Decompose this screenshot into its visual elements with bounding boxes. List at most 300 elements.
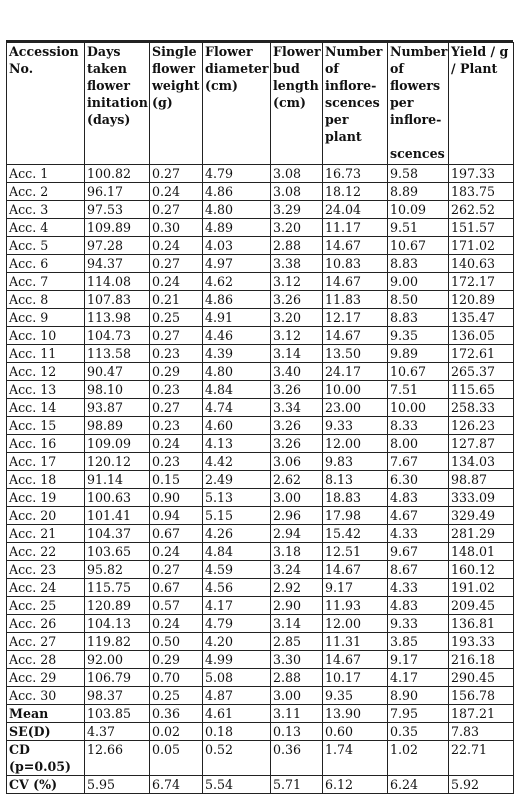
value-cell: 8.90 (388, 687, 449, 705)
value-cell: 17.98 (323, 507, 388, 525)
table-row (7, 489, 514, 507)
table-row (7, 453, 514, 471)
value-cell: 0.70 (150, 669, 203, 687)
value-cell: 258.33 (449, 399, 514, 417)
value-cell: 2.90 (271, 597, 323, 615)
value-cell: 3.20 (271, 309, 323, 327)
value-cell: 14.67 (323, 237, 388, 255)
accession-cell: Acc. 4 (7, 219, 85, 237)
value-cell: 11.93 (323, 597, 388, 615)
value-cell: 109.09 (85, 435, 150, 453)
value-cell: 97.28 (85, 237, 150, 255)
summary-value: 3.11 (271, 705, 323, 723)
value-cell: 0.23 (150, 453, 203, 471)
value-cell: 3.08 (271, 183, 323, 201)
value-cell: 2.92 (271, 579, 323, 597)
value-cell: 7.51 (388, 381, 449, 399)
value-cell: 0.23 (150, 381, 203, 399)
value-cell: 0.67 (150, 525, 203, 543)
value-cell: 197.33 (449, 165, 514, 183)
accession-cell: Acc. 18 (7, 471, 85, 489)
value-cell: 4.87 (203, 687, 271, 705)
value-cell: 136.81 (449, 615, 514, 633)
summary-value: 187.21 (449, 705, 514, 723)
table-row (7, 579, 514, 597)
value-cell: 11.83 (323, 291, 388, 309)
value-cell: 18.83 (323, 489, 388, 507)
value-cell: 13.50 (323, 345, 388, 363)
value-cell: 8.00 (388, 435, 449, 453)
value-cell: 98.10 (85, 381, 150, 399)
value-cell: 127.87 (449, 435, 514, 453)
value-cell: 281.29 (449, 525, 514, 543)
value-cell: 98.87 (449, 471, 514, 489)
value-cell: 3.38 (271, 255, 323, 273)
accession-cell: Acc. 28 (7, 651, 85, 669)
value-cell: 8.89 (388, 183, 449, 201)
table-row (7, 363, 514, 381)
value-cell: 104.73 (85, 327, 150, 345)
summary-value: 103.85 (85, 705, 150, 723)
value-cell: 172.61 (449, 345, 514, 363)
value-cell: 172.17 (449, 273, 514, 291)
value-cell: 0.27 (150, 165, 203, 183)
value-cell: 0.67 (150, 579, 203, 597)
summary-value: 5.71 (271, 776, 323, 794)
value-cell: 0.94 (150, 507, 203, 525)
value-cell: 191.02 (449, 579, 514, 597)
summary-value: 5.54 (203, 776, 271, 794)
value-cell: 3.00 (271, 489, 323, 507)
value-cell: 10.17 (323, 669, 388, 687)
accession-cell: Acc. 23 (7, 561, 85, 579)
summary-value: 1.74 (323, 741, 388, 776)
value-cell: 2.49 (203, 471, 271, 489)
table-row (7, 507, 514, 525)
value-cell: 8.33 (388, 417, 449, 435)
value-cell: 8.67 (388, 561, 449, 579)
value-cell: 113.58 (85, 345, 150, 363)
value-cell: 12.17 (323, 309, 388, 327)
value-cell: 126.23 (449, 417, 514, 435)
accession-cell: Acc. 12 (7, 363, 85, 381)
value-cell: 171.02 (449, 237, 514, 255)
value-cell: 3.12 (271, 273, 323, 291)
value-cell: 134.03 (449, 453, 514, 471)
value-cell: 0.57 (150, 597, 203, 615)
summary-label: SE(D) (7, 723, 85, 741)
value-cell: 4.33 (388, 579, 449, 597)
value-cell: 0.29 (150, 363, 203, 381)
value-cell: 16.73 (323, 165, 388, 183)
value-cell: 0.30 (150, 219, 203, 237)
value-cell: 4.17 (203, 597, 271, 615)
value-cell: 183.75 (449, 183, 514, 201)
summary-value: 0.36 (150, 705, 203, 723)
accession-cell: Acc. 26 (7, 615, 85, 633)
value-cell: 8.83 (388, 255, 449, 273)
value-cell: 8.83 (388, 309, 449, 327)
value-cell: 0.27 (150, 201, 203, 219)
value-cell: 4.13 (203, 435, 271, 453)
value-cell: 4.84 (203, 543, 271, 561)
summary-label: Mean (7, 705, 85, 723)
accession-cell: Acc. 16 (7, 435, 85, 453)
value-cell: 135.47 (449, 309, 514, 327)
value-cell: 0.24 (150, 273, 203, 291)
summary-value: 5.95 (85, 776, 150, 794)
value-cell: 5.15 (203, 507, 271, 525)
table-row (7, 309, 514, 327)
value-cell: 12.00 (323, 435, 388, 453)
table-row (7, 273, 514, 291)
table-row (7, 201, 514, 219)
value-cell: 262.52 (449, 201, 514, 219)
summary-label: CV (%) (7, 776, 85, 794)
value-cell: 3.26 (271, 435, 323, 453)
table-row (7, 615, 514, 633)
value-cell: 3.20 (271, 219, 323, 237)
accession-cell: Acc. 21 (7, 525, 85, 543)
accession-cell: Acc. 8 (7, 291, 85, 309)
value-cell: 4.79 (203, 615, 271, 633)
summary-value: 7.95 (388, 705, 449, 723)
value-cell: 8.13 (323, 471, 388, 489)
value-cell: 5.13 (203, 489, 271, 507)
value-cell: 93.87 (85, 399, 150, 417)
value-cell: 2.85 (271, 633, 323, 651)
summary-value: 0.36 (271, 741, 323, 776)
value-cell: 216.18 (449, 651, 514, 669)
accession-cell: Acc. 27 (7, 633, 85, 651)
value-cell: 24.04 (323, 201, 388, 219)
summary-value: 6.74 (150, 776, 203, 794)
value-cell: 96.17 (85, 183, 150, 201)
value-cell: 4.80 (203, 201, 271, 219)
table-row (7, 255, 514, 273)
accession-cell: Acc. 17 (7, 453, 85, 471)
summary-value: 0.60 (323, 723, 388, 741)
value-cell: 3.18 (271, 543, 323, 561)
value-cell: 0.24 (150, 615, 203, 633)
summary-value: 0.18 (203, 723, 271, 741)
value-cell: 92.00 (85, 651, 150, 669)
value-cell: 100.82 (85, 165, 150, 183)
value-cell: 10.09 (388, 201, 449, 219)
value-cell: 98.37 (85, 687, 150, 705)
accession-cell: Acc. 1 (7, 165, 85, 183)
summary-row (7, 776, 514, 794)
table-row (7, 471, 514, 489)
value-cell: 0.27 (150, 399, 203, 417)
header-cell: Number of flowers per inflore- scences (388, 43, 449, 165)
summary-value: 13.90 (323, 705, 388, 723)
value-cell: 3.06 (271, 453, 323, 471)
value-cell: 9.33 (323, 417, 388, 435)
summary-value: 0.35 (388, 723, 449, 741)
accession-cell: Acc. 10 (7, 327, 85, 345)
value-cell: 0.23 (150, 417, 203, 435)
accession-cell: Acc. 5 (7, 237, 85, 255)
value-cell: 151.57 (449, 219, 514, 237)
table-row (7, 651, 514, 669)
value-cell: 4.20 (203, 633, 271, 651)
value-cell: 4.89 (203, 219, 271, 237)
value-cell: 0.24 (150, 435, 203, 453)
accession-cell: Acc. 7 (7, 273, 85, 291)
value-cell: 0.50 (150, 633, 203, 651)
value-cell: 120.89 (449, 291, 514, 309)
value-cell: 14.67 (323, 327, 388, 345)
table-row (7, 399, 514, 417)
value-cell: 0.24 (150, 183, 203, 201)
value-cell: 9.35 (388, 327, 449, 345)
accession-cell: Acc. 6 (7, 255, 85, 273)
value-cell: 4.86 (203, 291, 271, 309)
value-cell: 3.08 (271, 165, 323, 183)
value-cell: 0.29 (150, 651, 203, 669)
value-cell: 2.88 (271, 669, 323, 687)
value-cell: 114.08 (85, 273, 150, 291)
value-cell: 4.91 (203, 309, 271, 327)
value-cell: 333.09 (449, 489, 514, 507)
value-cell: 4.86 (203, 183, 271, 201)
value-cell: 90.47 (85, 363, 150, 381)
accession-cell: Acc. 13 (7, 381, 85, 399)
accession-cell: Acc. 29 (7, 669, 85, 687)
summary-value: 0.02 (150, 723, 203, 741)
value-cell: 9.58 (388, 165, 449, 183)
value-cell: 3.24 (271, 561, 323, 579)
accession-cell: Acc. 19 (7, 489, 85, 507)
summary-value: 12.66 (85, 741, 150, 776)
table-header-row (7, 43, 514, 165)
value-cell: 23.00 (323, 399, 388, 417)
value-cell: 94.37 (85, 255, 150, 273)
value-cell: 4.26 (203, 525, 271, 543)
summary-value: 6.24 (388, 776, 449, 794)
header-cell: Accession No. (7, 43, 85, 165)
value-cell: 2.88 (271, 237, 323, 255)
summary-value: 1.02 (388, 741, 449, 776)
value-cell: 0.21 (150, 291, 203, 309)
value-cell: 4.17 (388, 669, 449, 687)
value-cell: 100.63 (85, 489, 150, 507)
value-cell: 265.37 (449, 363, 514, 381)
summary-row (7, 705, 514, 723)
value-cell: 0.25 (150, 309, 203, 327)
table-row (7, 219, 514, 237)
table-row (7, 291, 514, 309)
value-cell: 4.60 (203, 417, 271, 435)
header-cell: Number of inflore- scences per plant (323, 43, 388, 165)
table-row (7, 237, 514, 255)
accession-cell: Acc. 11 (7, 345, 85, 363)
value-cell: 107.83 (85, 291, 150, 309)
table-row (7, 525, 514, 543)
value-cell: 12.00 (323, 615, 388, 633)
summary-value: 6.12 (323, 776, 388, 794)
value-cell: 9.00 (388, 273, 449, 291)
table-row (7, 381, 514, 399)
value-cell: 3.26 (271, 291, 323, 309)
value-cell: 3.00 (271, 687, 323, 705)
value-cell: 119.82 (85, 633, 150, 651)
value-cell: 7.67 (388, 453, 449, 471)
value-cell: 2.96 (271, 507, 323, 525)
table-row (7, 183, 514, 201)
value-cell: 4.42 (203, 453, 271, 471)
accession-cell: Acc. 2 (7, 183, 85, 201)
accession-cell: Acc. 22 (7, 543, 85, 561)
value-cell: 4.03 (203, 237, 271, 255)
value-cell: 4.56 (203, 579, 271, 597)
value-cell: 193.33 (449, 633, 514, 651)
summary-value: 22.71 (449, 741, 514, 776)
data-table (6, 42, 514, 794)
value-cell: 3.29 (271, 201, 323, 219)
value-cell: 8.50 (388, 291, 449, 309)
value-cell: 4.97 (203, 255, 271, 273)
table-row (7, 669, 514, 687)
table-row (7, 327, 514, 345)
value-cell: 3.40 (271, 363, 323, 381)
value-cell: 148.01 (449, 543, 514, 561)
summary-value: 4.61 (203, 705, 271, 723)
table-row (7, 345, 514, 363)
summary-value: 0.52 (203, 741, 271, 776)
value-cell: 140.63 (449, 255, 514, 273)
value-cell: 10.67 (388, 363, 449, 381)
accession-cell: Acc. 24 (7, 579, 85, 597)
value-cell: 9.83 (323, 453, 388, 471)
value-cell: 10.83 (323, 255, 388, 273)
value-cell: 18.12 (323, 183, 388, 201)
summary-row (7, 723, 514, 741)
value-cell: 0.27 (150, 255, 203, 273)
value-cell: 115.75 (85, 579, 150, 597)
value-cell: 2.62 (271, 471, 323, 489)
table-row (7, 417, 514, 435)
value-cell: 10.67 (388, 237, 449, 255)
value-cell: 156.78 (449, 687, 514, 705)
value-cell: 14.67 (323, 561, 388, 579)
value-cell: 98.89 (85, 417, 150, 435)
value-cell: 9.33 (388, 615, 449, 633)
value-cell: 3.26 (271, 417, 323, 435)
accession-cell: Acc. 3 (7, 201, 85, 219)
table-row (7, 633, 514, 651)
value-cell: 3.26 (271, 381, 323, 399)
value-cell: 4.83 (388, 489, 449, 507)
value-cell: 136.05 (449, 327, 514, 345)
value-cell: 0.15 (150, 471, 203, 489)
value-cell: 106.79 (85, 669, 150, 687)
value-cell: 4.84 (203, 381, 271, 399)
value-cell: 3.85 (388, 633, 449, 651)
value-cell: 9.35 (323, 687, 388, 705)
header-cell: Yield / g / Plant (449, 43, 514, 165)
accession-cell: Acc. 25 (7, 597, 85, 615)
value-cell: 0.90 (150, 489, 203, 507)
value-cell: 101.41 (85, 507, 150, 525)
table-row (7, 165, 514, 183)
value-cell: 10.00 (388, 399, 449, 417)
value-cell: 0.23 (150, 345, 203, 363)
value-cell: 4.67 (388, 507, 449, 525)
value-cell: 5.08 (203, 669, 271, 687)
value-cell: 104.37 (85, 525, 150, 543)
value-cell: 3.34 (271, 399, 323, 417)
value-cell: 103.65 (85, 543, 150, 561)
summary-value: 0.13 (271, 723, 323, 741)
value-cell: 4.99 (203, 651, 271, 669)
value-cell: 4.79 (203, 165, 271, 183)
value-cell: 4.83 (388, 597, 449, 615)
value-cell: 3.14 (271, 345, 323, 363)
value-cell: 15.42 (323, 525, 388, 543)
header-cell: Single flower weight (g) (150, 43, 203, 165)
value-cell: 91.14 (85, 471, 150, 489)
value-cell: 97.53 (85, 201, 150, 219)
value-cell: 3.14 (271, 615, 323, 633)
value-cell: 4.62 (203, 273, 271, 291)
value-cell: 113.98 (85, 309, 150, 327)
value-cell: 10.00 (323, 381, 388, 399)
value-cell: 290.45 (449, 669, 514, 687)
summary-value: 5.92 (449, 776, 514, 794)
value-cell: 4.74 (203, 399, 271, 417)
value-cell: 104.13 (85, 615, 150, 633)
header-cell: Flower bud length (cm) (271, 43, 323, 165)
value-cell: 4.59 (203, 561, 271, 579)
value-cell: 12.51 (323, 543, 388, 561)
value-cell: 120.89 (85, 597, 150, 615)
summary-value: 0.05 (150, 741, 203, 776)
header-cell: Days taken flower initation (days) (85, 43, 150, 165)
value-cell: 4.39 (203, 345, 271, 363)
table-row (7, 543, 514, 561)
accession-cell: Acc. 15 (7, 417, 85, 435)
value-cell: 120.12 (85, 453, 150, 471)
accession-cell: Acc. 14 (7, 399, 85, 417)
table-row (7, 597, 514, 615)
summary-label: CD (p=0.05) (7, 741, 85, 776)
value-cell: 115.65 (449, 381, 514, 399)
value-cell: 9.17 (323, 579, 388, 597)
summary-value: 7.83 (449, 723, 514, 741)
value-cell: 4.33 (388, 525, 449, 543)
value-cell: 3.12 (271, 327, 323, 345)
value-cell: 95.82 (85, 561, 150, 579)
value-cell: 4.46 (203, 327, 271, 345)
value-cell: 14.67 (323, 273, 388, 291)
value-cell: 0.27 (150, 561, 203, 579)
accession-cell: Acc. 9 (7, 309, 85, 327)
accession-cell: Acc. 30 (7, 687, 85, 705)
value-cell: 0.24 (150, 237, 203, 255)
value-cell: 9.51 (388, 219, 449, 237)
table-row (7, 687, 514, 705)
value-cell: 2.94 (271, 525, 323, 543)
accession-cell: Acc. 20 (7, 507, 85, 525)
value-cell: 160.12 (449, 561, 514, 579)
value-cell: 109.89 (85, 219, 150, 237)
value-cell: 11.31 (323, 633, 388, 651)
table-row (7, 435, 514, 453)
value-cell: 329.49 (449, 507, 514, 525)
value-cell: 3.30 (271, 651, 323, 669)
